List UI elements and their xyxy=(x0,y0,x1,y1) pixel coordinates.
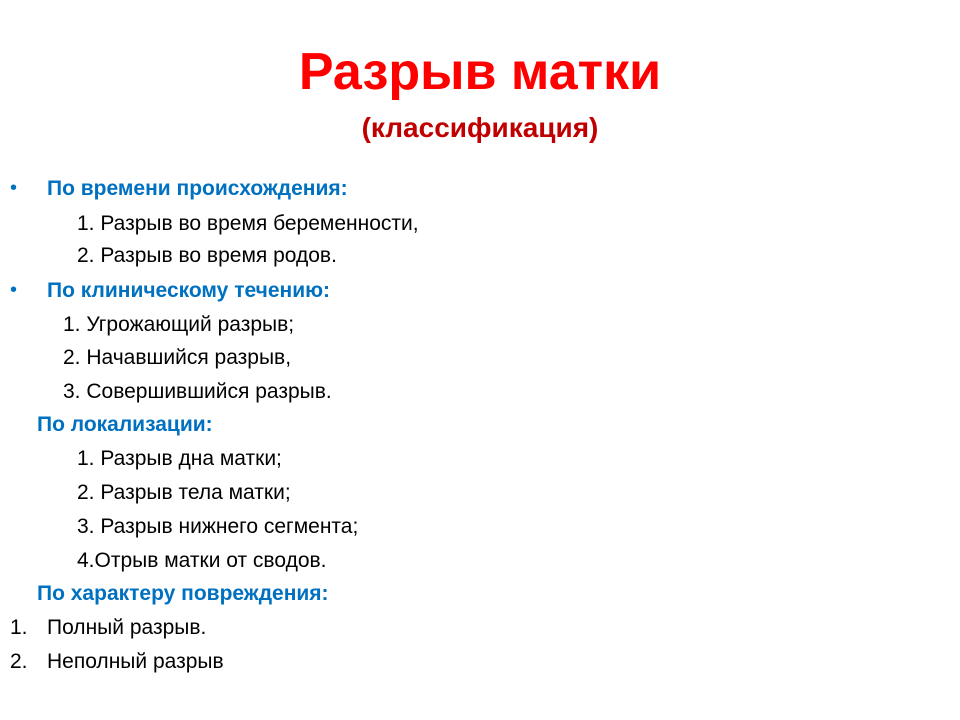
slide-title: Разрыв матки xyxy=(298,43,662,101)
list-item: 3. Разрыв нижнего сегмента; xyxy=(77,515,359,538)
section-heading-localization: По локализации: xyxy=(37,413,213,436)
list-item-number: 2. xyxy=(10,650,28,673)
list-item: 1. Угрожающий разрыв; xyxy=(63,313,295,336)
list-item: Неполный разрыв xyxy=(47,650,224,673)
list-item: 4.Отрыв матки от сводов. xyxy=(77,549,327,572)
list-item: 1. Разрыв во время беременности, xyxy=(77,212,419,235)
bullet-icon: • xyxy=(10,279,18,301)
bullet-icon: • xyxy=(10,177,18,199)
list-item: 1. Разрыв дна матки; xyxy=(77,447,282,470)
slide-subtitle: (классификация) xyxy=(361,112,599,143)
list-item: 2. Разрыв тела матки; xyxy=(77,481,291,504)
section-heading-clinical: По клиническому течению: xyxy=(47,279,331,302)
list-item: 3. Совершившийся разрыв. xyxy=(63,380,332,403)
section-heading-time: По времени происхождения: xyxy=(47,177,348,200)
list-item: Полный разрыв. xyxy=(47,616,207,639)
list-item: 2. Разрыв во время родов. xyxy=(77,244,337,267)
section-heading-damage: По характеру повреждения: xyxy=(37,582,329,605)
list-item: 2. Начавшийся разрыв, xyxy=(63,346,292,369)
list-item-number: 1. xyxy=(10,616,28,639)
